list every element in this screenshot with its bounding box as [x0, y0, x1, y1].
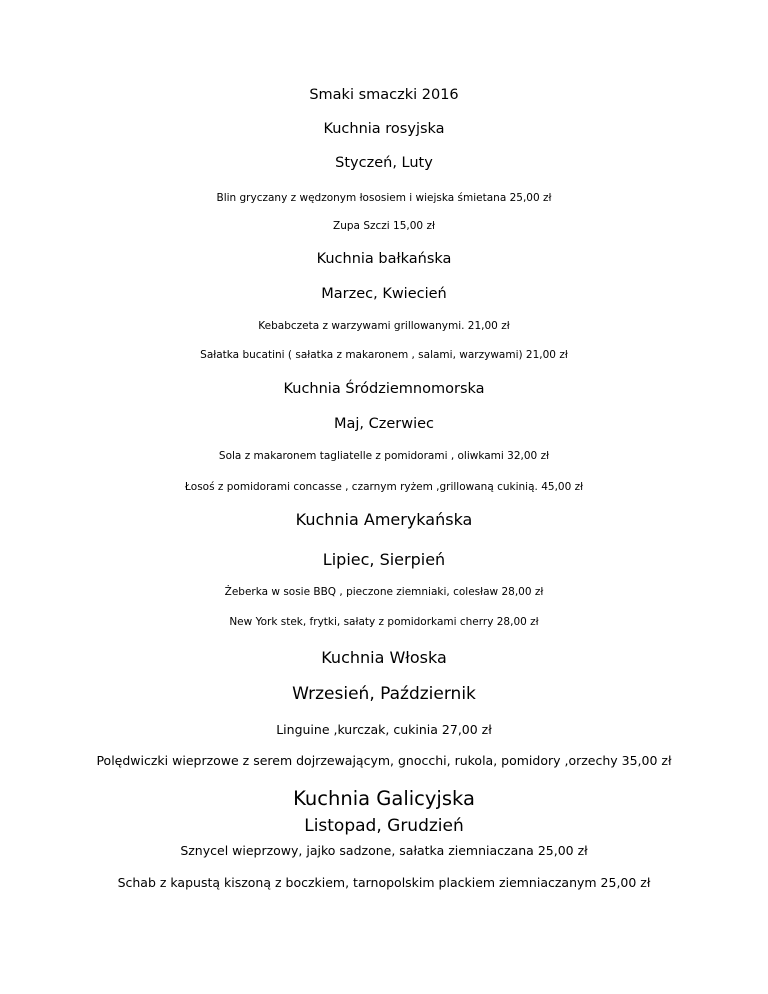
cuisine-heading: Kuchnia Amerykańska: [295, 510, 473, 529]
dish-item: Polędwiczki wieprzowe z serem dojrzewającym, gnocchi, rukola, pomidory ,orzechy 35,00 zł: [96, 753, 672, 768]
dish-item: Łosoś z pomidorami concasse , czarnym ryżem ,grillowaną cukinią. 45,00 zł: [184, 481, 584, 493]
months-heading: Wrzesień, Październik: [292, 684, 476, 704]
months-heading: Maj, Czerwiec: [333, 416, 435, 432]
months-heading: Listopad, Grudzień: [304, 816, 464, 836]
dish-item: Schab z kapustą kiszoną z boczkiem, tarnopolskim plackiem ziemniaczanym 25,00 zł: [117, 875, 651, 890]
cuisine-heading: Kuchnia rosyjska: [323, 121, 445, 137]
dish-item: Sznycel wieprzowy, jajko sadzone, sałatka ziemniaczana 25,00 zł: [180, 843, 588, 858]
months-heading: Styczeń, Luty: [335, 155, 433, 171]
dish-item: Blin gryczany z wędzonym łososiem i wiejska śmietana 25,00 zł: [216, 192, 552, 204]
dish-item: Sałatka bucatini ( sałatka z makaronem , salami, warzywami) 21,00 zł: [200, 349, 568, 361]
cuisine-heading: Kuchnia Galicyjska: [293, 787, 475, 810]
dish-item: Zupa Szczi 15,00 zł: [333, 220, 435, 232]
dish-item: New York stek, frytki, sałaty z pomidorkami cherry 28,00 zł: [229, 616, 539, 628]
document-title: Smaki smaczki 2016: [309, 87, 459, 103]
cuisine-heading: Kuchnia Włoska: [321, 648, 447, 667]
dish-item: Sola z makaronem tagliatelle z pomidorami , oliwkami 32,00 zł: [218, 450, 550, 462]
months-heading: Lipiec, Sierpień: [322, 550, 446, 569]
dish-item: Żeberka w sosie BBQ , pieczone ziemniaki, colesław 28,00 zł: [224, 586, 544, 598]
cuisine-heading: Kuchnia bałkańska: [316, 251, 452, 267]
dish-item: Linguine ,kurczak, cukinia 27,00 zł: [276, 722, 492, 737]
dish-item: Kebabczeta z warzywami grillowanymi. 21,00 zł: [258, 320, 510, 332]
cuisine-heading: Kuchnia Śródziemnomorska: [283, 381, 485, 397]
months-heading: Marzec, Kwiecień: [321, 286, 447, 302]
